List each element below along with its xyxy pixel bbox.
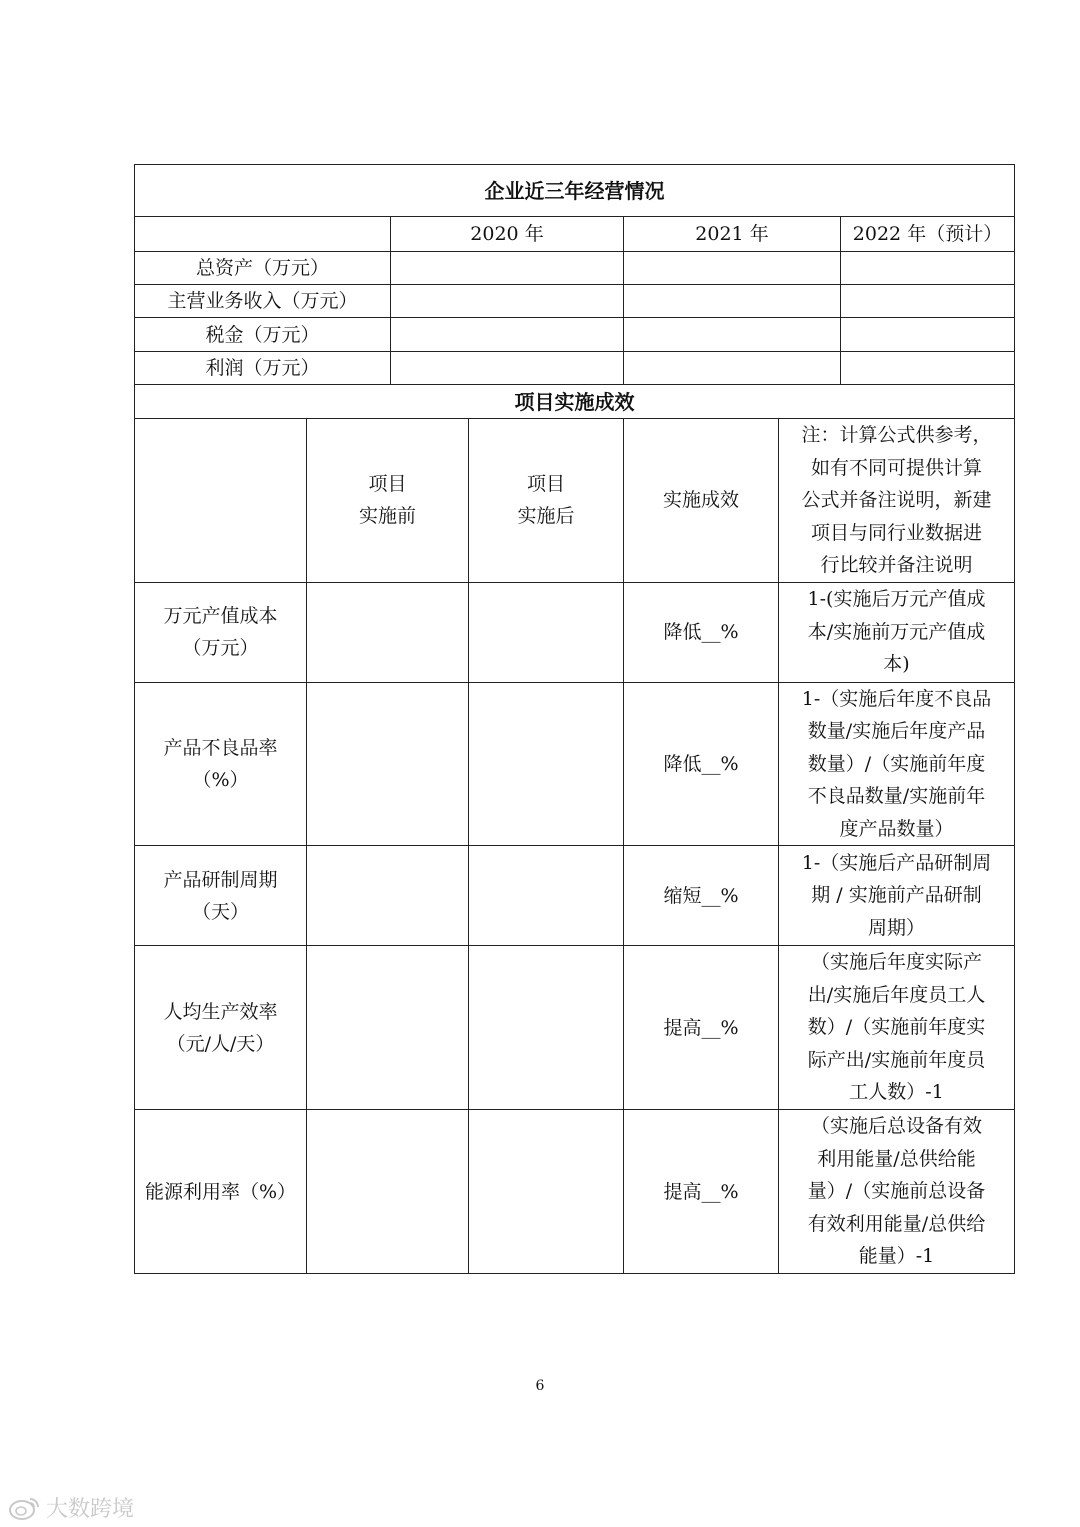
- finance-row-label: 税金（万元）: [135, 318, 391, 352]
- page-number: 6: [535, 1378, 545, 1394]
- metric-label: [135, 946, 307, 1110]
- metric-label-line: （%）: [192, 768, 249, 791]
- formula-line: （实施后年度实际产: [810, 951, 982, 974]
- formula-line: 不良品数量/实施前年: [807, 785, 986, 807]
- year-header: 2022 年（预计）: [841, 217, 1015, 252]
- formula-line: 能量）-1: [858, 1245, 935, 1268]
- finance-cell: [624, 252, 841, 285]
- finance-row-label: 总资产（万元）: [135, 252, 391, 285]
- formula-line: （实施后总设备有效: [810, 1115, 982, 1138]
- metric-label-line: 能源利用率（%）: [144, 1180, 297, 1203]
- finance-cell: [841, 285, 1015, 318]
- metric-formula: [779, 946, 1015, 1110]
- note-line: 公式并备注说明，新建: [801, 489, 992, 511]
- after-value-cell: [469, 946, 624, 1110]
- finance-cell: [624, 352, 841, 385]
- before-value-cell: [307, 582, 469, 682]
- watermark: [8, 1492, 134, 1523]
- metric-label-line: 产品研制周期: [163, 868, 278, 891]
- year-header: 2020 年: [391, 217, 624, 252]
- metric-formula: [779, 846, 1015, 946]
- formula-line: 利用能量/总供给能: [817, 1147, 976, 1170]
- metric-effect: 降低__%: [624, 582, 779, 682]
- note-line: 项目与同行业数据进: [810, 521, 982, 544]
- finance-row-label: 利润（万元）: [135, 352, 391, 385]
- before-header-line: 实施前: [358, 505, 416, 528]
- metric-label: [135, 1110, 307, 1274]
- metric-label-line: （万元）: [182, 637, 259, 659]
- formula-line: 期 / 实施前产品研制: [811, 884, 982, 907]
- formula-line: 1-（实施后年度不良品: [801, 687, 992, 710]
- after-value-cell: [469, 682, 624, 846]
- finance-cell: [391, 285, 624, 318]
- formula-line: 本/实施前万元产值成: [807, 620, 986, 643]
- metric-effect: 提高__%: [624, 946, 779, 1110]
- after-header: [469, 419, 624, 583]
- finance-cell: [841, 318, 1015, 352]
- metric-label-line: 人均生产效率: [163, 1000, 278, 1023]
- formula-line: 有效利用能量/总供给: [807, 1212, 986, 1235]
- after-value-cell: [469, 846, 624, 946]
- metric-formula: [779, 1110, 1015, 1274]
- metric-effect: 缩短__%: [624, 846, 779, 946]
- effect-header: 实施成效: [624, 419, 779, 583]
- formula-line: 出/实施后年度员工人: [807, 983, 986, 1006]
- before-value-cell: [307, 1110, 469, 1274]
- metric-formula: [779, 682, 1015, 846]
- formula-line: 度产品数量）: [839, 817, 954, 840]
- before-header-line: 项目: [368, 473, 407, 496]
- header-blank-cell: [135, 217, 391, 252]
- year-header: 2021 年: [624, 217, 841, 252]
- metric-label-line: 产品不良品率: [163, 736, 278, 759]
- section-title-operations: 企业近三年经营情况: [135, 165, 1015, 217]
- note-header: [779, 419, 1015, 583]
- formula-line: 量）/（实施前总设备: [807, 1180, 986, 1203]
- formula-line: 1-（实施后产品研制周: [801, 851, 992, 874]
- note-line: 行比较并备注说明: [820, 554, 973, 576]
- finance-cell: [391, 318, 624, 352]
- metric-formula: [779, 582, 1015, 682]
- header-blank-cell: [135, 419, 307, 583]
- after-value-cell: [469, 1110, 624, 1274]
- after-header-line: 实施后: [517, 505, 575, 528]
- after-value-cell: [469, 582, 624, 682]
- finance-cell: [841, 352, 1015, 385]
- formula-line: 工人数）-1: [849, 1081, 944, 1104]
- weibo-logo-icon: [8, 1495, 42, 1521]
- after-header-line: 项目: [526, 473, 565, 496]
- metric-label: [135, 582, 307, 682]
- report-table: [134, 164, 1015, 1274]
- formula-line: 数）/（实施前年度实: [807, 1016, 986, 1039]
- finance-cell: [841, 252, 1015, 285]
- finance-cell: [624, 318, 841, 352]
- before-value-cell: [307, 946, 469, 1110]
- metric-label-line: （元/人/天）: [166, 1032, 275, 1055]
- formula-line: 本): [883, 653, 910, 676]
- metric-label-line: （天）: [191, 900, 249, 923]
- formula-line: 周期）: [867, 916, 925, 939]
- before-header: [307, 419, 469, 583]
- note-line: 如有不同可提供计算: [810, 456, 982, 479]
- section-title-effects: 项目实施成效: [135, 385, 1015, 419]
- watermark-text: 大数跨境: [46, 1497, 135, 1522]
- finance-cell: [624, 285, 841, 318]
- finance-row-label: 主营业务收入（万元）: [135, 285, 391, 318]
- metric-effect: 提高__%: [624, 1110, 779, 1274]
- metric-label: [135, 846, 307, 946]
- before-value-cell: [307, 682, 469, 846]
- metric-effect: 降低__%: [624, 682, 779, 846]
- formula-line: 数量/实施后年度产品: [807, 720, 986, 742]
- formula-line: 1-(实施后万元产值成: [807, 588, 986, 611]
- formula-line: 数量）/（实施前年度: [807, 752, 986, 775]
- finance-cell: [391, 252, 624, 285]
- note-line: 注：计算公式供参考，: [801, 424, 992, 446]
- finance-cell: [391, 352, 624, 385]
- formula-line: 际产出/实施前年度员: [807, 1048, 986, 1071]
- before-value-cell: [307, 846, 469, 946]
- metric-label: [135, 682, 307, 846]
- metric-label-line: 万元产值成本: [163, 605, 278, 627]
